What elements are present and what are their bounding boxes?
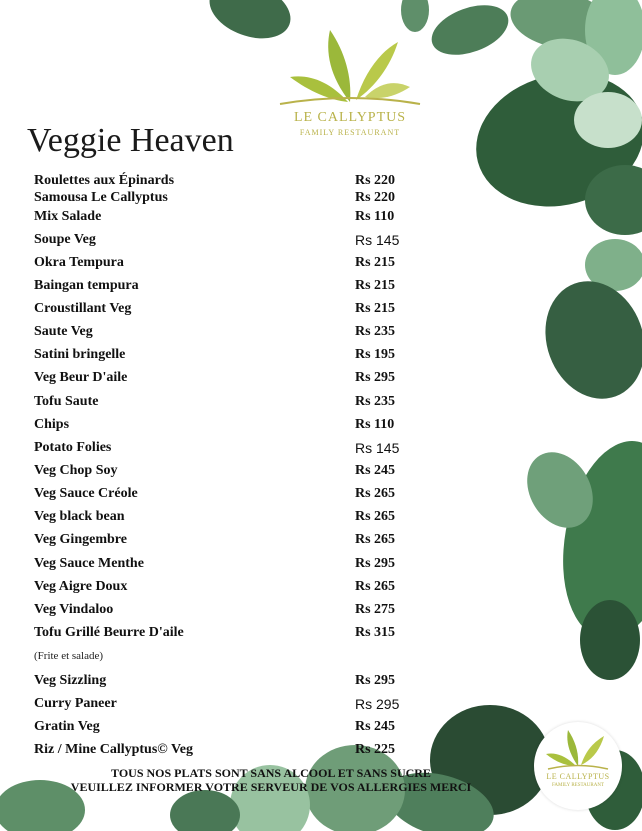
item-price: Rs 275 [355, 602, 396, 617]
menu-item [34, 673, 414, 691]
menu-item [34, 696, 414, 714]
menu-item [34, 579, 414, 597]
menu-item [34, 394, 414, 412]
footer-line-1: TOUS NOS PLATS SONT SANS ALCOOL ET SANS SUCRE [111, 766, 431, 780]
menu-item [34, 486, 414, 504]
item-price: Rs 295 [355, 673, 396, 688]
item-price: Rs 245 [355, 719, 396, 734]
menu-item [34, 255, 414, 273]
logo-leaf-icon [270, 22, 430, 112]
menu-item [34, 417, 414, 435]
item-name: Satini bringelle [34, 347, 126, 362]
menu-item [34, 209, 414, 227]
item-price: Rs 220 [355, 173, 396, 188]
item-name: Chips [34, 417, 70, 432]
logo-leaf-icon [534, 722, 622, 772]
menu-item [34, 347, 414, 365]
item-name: Soupe Veg [34, 232, 96, 247]
brand-tagline-small: FAMILY RESTAURANT [551, 783, 605, 788]
menu-item [34, 602, 414, 620]
menu-item [34, 173, 414, 191]
menu-item [34, 370, 414, 388]
menu-item [34, 232, 414, 250]
page-title: Veggie Heaven [27, 122, 234, 159]
menu-item [34, 301, 414, 319]
item-price: Rs 145 [355, 232, 400, 248]
item-name: Curry Paneer [34, 696, 117, 711]
item-price: Rs 195 [355, 347, 396, 362]
item-price: Rs 110 [355, 417, 395, 432]
item-price: Rs 235 [355, 394, 396, 409]
item-name: Croustillant Veg [34, 301, 132, 316]
item-name: Veg Sauce Menthe [34, 556, 144, 571]
menu-item [34, 719, 414, 737]
item-price: Rs 110 [355, 209, 395, 224]
item-price: Rs 235 [355, 324, 396, 339]
item-name: Gratin Veg [34, 719, 100, 734]
restaurant-logo-small [534, 722, 622, 810]
footer-line-2: VEUILLEZ INFORMER VOTRE SERVEUR DE VOS ALLERGIES MERCI [70, 780, 472, 794]
item-price: Rs 225 [355, 742, 396, 757]
brand-tagline: FAMILY RESTAURANT [299, 128, 401, 137]
item-price: Rs 215 [355, 301, 396, 316]
item-name: Veg Aigre Doux [34, 579, 128, 594]
item-price: Rs 315 [355, 625, 396, 640]
item-name: Veg Chop Soy [34, 463, 118, 478]
item-price: Rs 265 [355, 509, 396, 524]
item-price: Rs 145 [355, 440, 400, 456]
item-name: Baingan tempura [34, 278, 139, 293]
item-price: Rs 295 [355, 696, 400, 712]
item-name: Veg Gingembre [34, 532, 127, 547]
item-price: Rs 220 [355, 190, 396, 205]
item-name: Roulettes aux Épinards [34, 173, 175, 188]
brand-name: LE CALLYPTUS [293, 110, 407, 125]
item-price: Rs 265 [355, 532, 396, 547]
item-name: Mix Salade [34, 209, 102, 224]
item-name: Tofu Grillé Beurre D'aile [34, 625, 184, 640]
menu-item [34, 440, 414, 458]
menu-item [34, 463, 414, 481]
menu-item [34, 324, 414, 342]
item-name: Saute Veg [34, 324, 93, 339]
item-name: Veg Vindaloo [34, 602, 114, 617]
menu-item [34, 190, 414, 208]
item-name: Veg Sauce Créole [34, 486, 138, 501]
item-price: Rs 245 [355, 463, 396, 478]
item-name: Veg black bean [34, 509, 125, 524]
item-name: Riz / Mine Callyptus© Veg [34, 742, 194, 757]
item-price: Rs 295 [355, 556, 396, 571]
item-name: Samousa Le Callyptus [34, 190, 168, 205]
menu-item [34, 625, 414, 643]
item-name: Okra Tempura [34, 255, 124, 270]
item-price: Rs 265 [355, 579, 396, 594]
item-name: Veg Beur D'aile [34, 370, 128, 385]
item-price: Rs 215 [355, 255, 396, 270]
menu-item [34, 278, 414, 296]
item-name: Potato Folies [34, 440, 112, 455]
item-price: Rs 265 [355, 486, 396, 501]
menu-item [34, 532, 414, 550]
menu-item [34, 556, 414, 574]
item-name: Veg Sizzling [34, 673, 107, 688]
item-price: Rs 295 [355, 370, 396, 385]
menu-item [34, 742, 414, 760]
restaurant-logo [270, 22, 430, 147]
item-price: Rs 215 [355, 278, 396, 293]
menu-item [34, 509, 414, 527]
item-name: Tofu Saute [34, 394, 99, 409]
item-note: (Frite et salade) [34, 650, 104, 662]
brand-name-small: LE CALLYPTUS [546, 772, 610, 781]
